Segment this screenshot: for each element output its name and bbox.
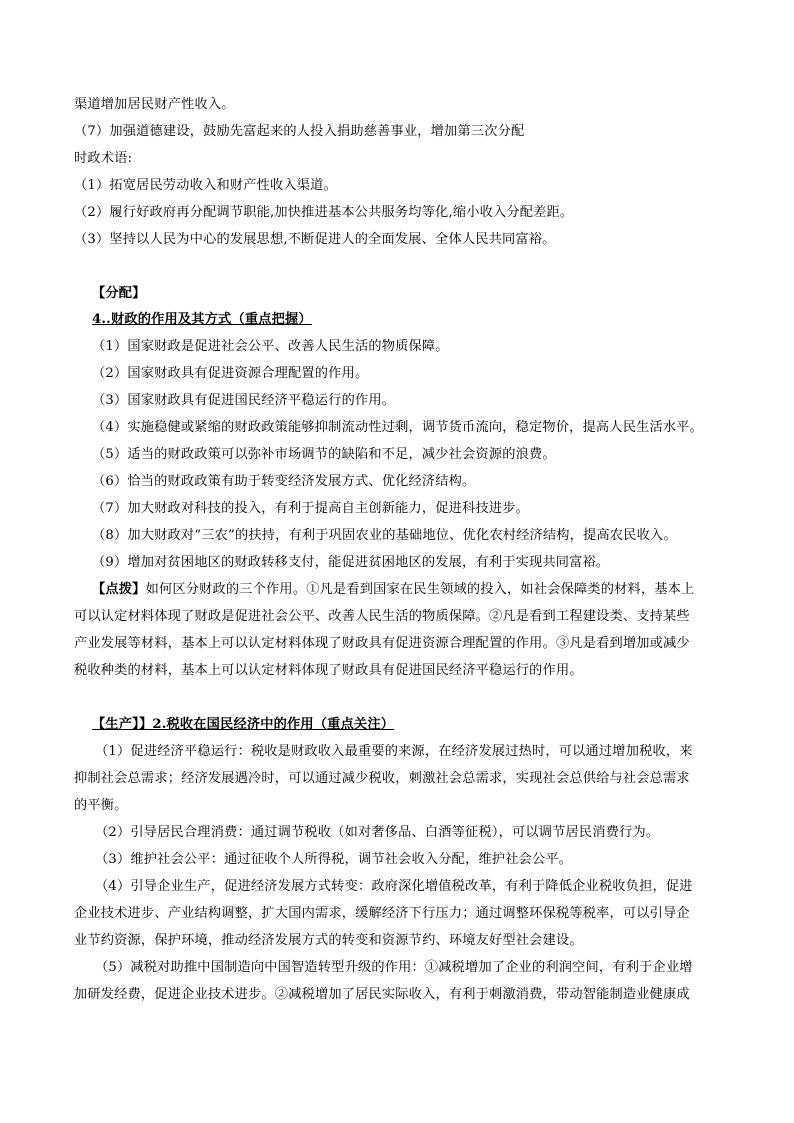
list-item: （7）加大财政对科技的投入，有利于提高自主创新能力，促进科技进步。 (92, 501, 529, 516)
list-item: （3）国家财政具有促进国民经济平稳运行的作用。 (92, 393, 396, 408)
tip-line: 产业发展等材料，基本上可以认定材料体现了财政具有促进资源合理配置的作用。③凡是看到增加或减少 (74, 636, 690, 651)
text-line: 渠道增加居民财产性收入。 (74, 97, 235, 112)
paragraph-line: （1）促进经济平稳运行：税收是财政收入最重要的来源，在经济发展过热时，可以通过增加税收，来 (95, 744, 693, 759)
paragraph-line: 加研发经费，促进企业技术进步。②减税增加了居民实际收入，有利于刺激消费，带动智能制造业健康成 (74, 987, 690, 1002)
tip-tag: 【点拨】 (92, 582, 146, 597)
list-item: （5）适当的财政政策可以弥补市场调节的缺陷和不足，减少社会资源的浪费。 (92, 447, 556, 462)
paragraph-line: 的平衡。 (74, 798, 128, 813)
list-item: （2）国家财政具有促进资源合理配置的作用。 (92, 366, 369, 381)
paragraph-line: 企业技术进步、产业结构调整，扩大国内需求，缓解经济下行压力；通过调整环保税等税率，可以引导企 (74, 906, 690, 921)
list-item: （4）实施稳健或紧缩的财政政策能够抑制流动性过剩，调节货币流向，稳定物价，提高人民生活水平。 (92, 420, 704, 435)
section-heading-tax: 【生产】】2.税收在国民经济中的作用（重点关注） (92, 717, 395, 732)
paragraph-line: 业节约资源，保护环境，推动经济发展方式的转变和资源节约、环境友好型社会建设。 (74, 933, 583, 948)
tip-text: 如何区分财政的三个作用。①凡是看到国家在民生领域的投入，如社会保障类的材料，基本上 (145, 582, 695, 597)
text-line: （2）履行好政府再分配调节职能,加快推进基本公共服务均等化,缩小收入分配差距。 (74, 205, 574, 220)
paragraph-line: （4）引导企业生产，促进经济发展方式转变：政府深化增值税改革，有利于降低企业税收负担，促进 (95, 879, 693, 894)
list-item: （1）国家财政是促进社会公平、改善人民生活的物质保障。 (92, 339, 449, 354)
text-line: （3）坚持以人民为中心的发展思想,不断促进人的全面发展、全体人民共同富裕。 (74, 232, 556, 247)
paragraph-line: （5）减税对助推中国制造向中国智造转型升级的作用：①减税增加了企业的利润空间，有利于企业增 (95, 960, 693, 975)
tip-line: 税收种类的材料，基本上可以认定材料体现了财政具有促进国民经济平稳运行的作用。 (74, 663, 583, 678)
text-line: （7）加强道德建设，鼓励先富起来的人投入捐助慈善事业，增加第三次分配 (74, 124, 525, 139)
list-item: （9）增加对贫困地区的财政转移支付，能促进贫困地区的发展，有利于实现共同富裕。 (92, 555, 610, 570)
text-line: 时政术语: (74, 151, 133, 166)
paragraph-line: 抑制社会总需求；经济发展遇冷时，可以通过减少税收，刺激社会总需求，实现社会总供给与社会总需求 (74, 771, 690, 786)
tip-paragraph-first-line (92, 580, 734, 600)
section-tag-fenpei: 【分配】 (92, 286, 146, 301)
list-item: （6）恰当的财政政策有助于转变经济发展方式、优化经济结构。 (92, 474, 476, 489)
paragraph-line: （3）维护社会公平：通过征收个人所得税，调节社会收入分配，维护社会公平。 (95, 852, 573, 867)
section-heading-fiscal: 4..财政的作用及其方式（重点把握） (92, 312, 312, 327)
text-line: （1）拓宽居民劳动收入和财产性收入渠道。 (74, 178, 337, 193)
paragraph-line: （2）引导居民合理消费：通过调节税收（如对奢侈品、白酒等征税），可以调节居民消费行为。 (95, 825, 660, 840)
list-item: （8）加大财政对“三农”的扶持，有利于巩固农业的基础地位、优化农村经济结构，提高农民收入。 (92, 528, 677, 543)
tip-line: 可以认定材料体现了财政是促进社会公平、改善人民生活的物质保障。②凡是看到工程建设类、支持某些 (74, 609, 690, 624)
